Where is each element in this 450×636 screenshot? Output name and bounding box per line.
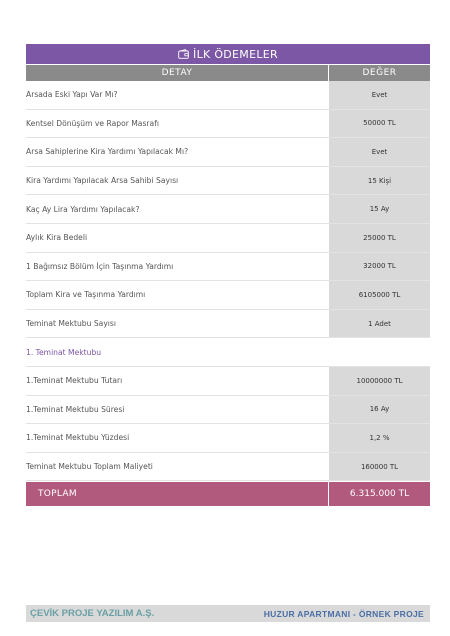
row-label: 1.Teminat Mektubu Tutarı	[26, 376, 123, 386]
row-value: 10000000 TL	[329, 367, 430, 395]
row-label: 1.Teminat Mektubu Süresi	[26, 404, 125, 414]
row-label: Arsa Sahiplerine Kira Yardımı Yapılacak Mı?	[26, 147, 189, 157]
table-row	[26, 281, 430, 310]
section-label: 1. Teminat Mektubu	[26, 338, 430, 367]
row-label: Kaç Ay Lira Yardımı Yapılacak?	[26, 204, 140, 214]
table-row	[26, 138, 430, 167]
row-value: 50000 TL	[329, 110, 430, 138]
table-row	[26, 453, 430, 482]
row-label: Toplam Kira ve Taşınma Yardımı	[26, 290, 146, 300]
table-row	[26, 396, 430, 425]
total-value: 6.315.000 TL	[329, 482, 430, 506]
row-label: Aylık Kira Bedeli	[26, 233, 88, 243]
table-title-bar	[26, 44, 430, 64]
row-label: Arsada Eski Yapı Var Mı?	[26, 90, 118, 100]
table-row	[26, 367, 430, 396]
row-label: Teminat Mektubu Toplam Maliyeti	[26, 462, 153, 472]
table-row	[26, 424, 430, 453]
row-label: 1.Teminat Mektubu Yüzdesi	[26, 433, 130, 443]
header-detail: DETAY	[26, 65, 328, 81]
row-value: Evet	[329, 81, 430, 109]
row-value: 6105000 TL	[329, 281, 430, 309]
table-row	[26, 167, 430, 196]
row-label: Teminat Mektubu Sayısı	[26, 319, 116, 329]
row-value: 25000 TL	[329, 224, 430, 252]
table-row	[26, 310, 430, 339]
table-row	[26, 224, 430, 253]
header-value: DEĞER	[329, 65, 430, 81]
row-value: 160000 TL	[329, 453, 430, 481]
row-value: 1 Adet	[329, 310, 430, 338]
main-rows	[26, 81, 430, 338]
total-row	[26, 482, 430, 506]
row-label: Kira Yardımı Yapılacak Arsa Sahibi Sayısı	[26, 176, 179, 186]
row-label: 1 Bağımsız Bölüm İçin Taşınma Yardımı	[26, 261, 174, 271]
row-value: 16 Ay	[329, 396, 430, 424]
column-headers	[26, 65, 430, 81]
wallet-icon	[178, 49, 189, 59]
row-value: Evet	[329, 138, 430, 166]
table-row	[26, 81, 430, 110]
row-value: 1,2 %	[329, 424, 430, 452]
table-row	[26, 253, 430, 282]
table-title: İLK ÖDEMELER	[193, 47, 278, 61]
footer-project: HUZUR APARTMANI - ÖRNEK PROJE	[263, 608, 424, 619]
row-label: Kentsel Dönüşüm ve Rapor Masrafı	[26, 118, 159, 128]
total-label: TOPLAM	[26, 482, 328, 506]
row-value: 15 Ay	[329, 195, 430, 223]
section-rows	[26, 367, 430, 481]
footer-company: ÇEVİK PROJE YAZILIM A.Ş.	[30, 608, 155, 619]
payments-table	[26, 44, 430, 506]
table-row	[26, 195, 430, 224]
footer-bar	[26, 605, 430, 622]
row-value: 15 Kişi	[329, 167, 430, 195]
table-row	[26, 110, 430, 139]
row-value: 32000 TL	[329, 253, 430, 281]
